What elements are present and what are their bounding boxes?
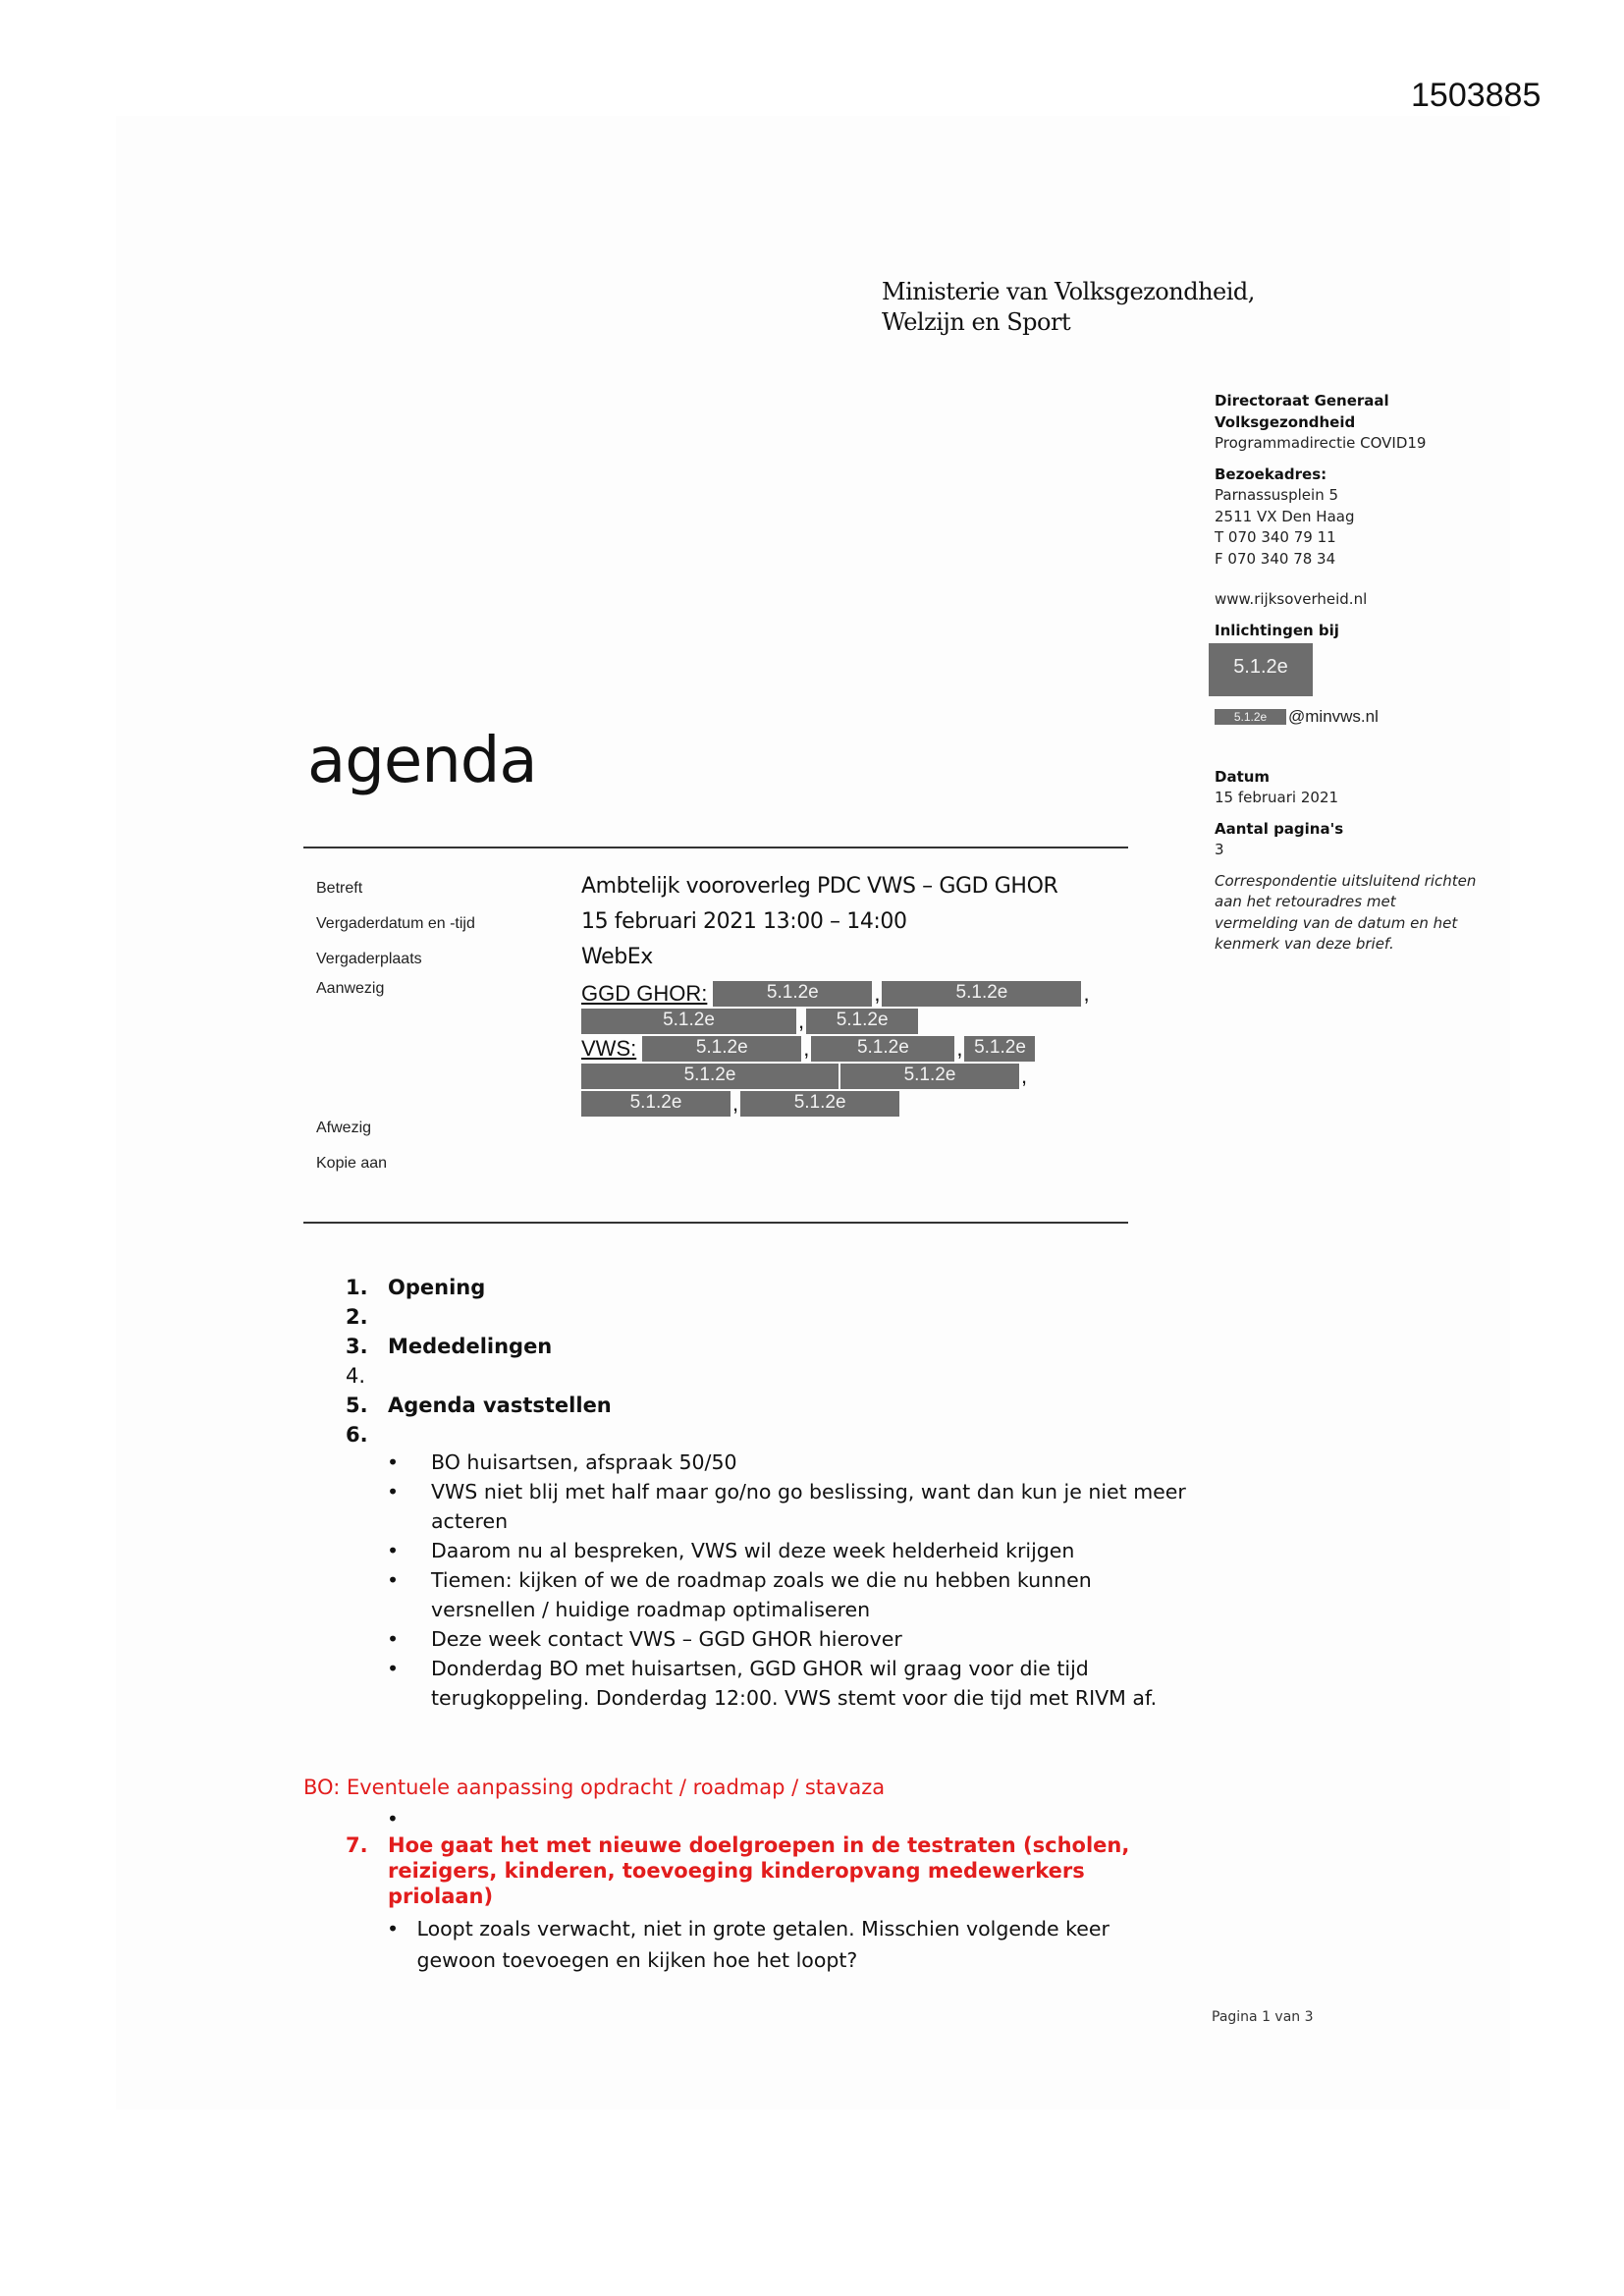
pages-label: Aantal pagina's [1215,819,1344,838]
list-item: • BO huisartsen, afspraak 50/50 [385,1448,1190,1477]
redaction-block: 5.1.2e [581,1091,731,1117]
correspondence-note: Correspondentie uitsluitend richten aan het retouradres met vermelding van de datum en het kenmerk van deze brief. [1215,871,1477,953]
ministry-logo-text [882,277,1255,338]
date-label: Datum [1215,767,1271,786]
redaction-block: 5.1.2e [713,981,872,1007]
agenda-list [346,1273,612,1449]
meta-label: Afwezig [316,1120,372,1136]
document-number: 1503885 [1411,77,1542,114]
redaction-block: 5.1.2e [882,981,1081,1007]
agenda-item-label: Hoe gaat het met nieuwe doelgroepen in de testraten (scholen, reizigers, kinderen, toevoeging kinderopvang medewerkers priolaan) [388,1833,1130,1908]
redaction-block: 5.1.2e [964,1036,1035,1062]
meta-label: Aanwezig [316,980,385,997]
list-item: • Loopt zoals verwacht, niet in grote getalen. Misschien volgende keer gewoon toevoegen en kijken hoe het loopt? [385,1913,1190,1976]
redaction-block: 5.1.2e [806,1009,918,1034]
agenda-item: 6. [346,1423,368,1447]
meta-row-subject [316,874,1141,909]
redaction-block: 5.1.2e [740,1091,899,1117]
agenda-item-number: 7. [346,1833,368,1857]
department-line-1: Directoraat Generaal [1215,392,1389,410]
meta-value: 15 februari 2021 13:00 – 14:00 [581,909,907,934]
fax: F 070 340 78 34 [1215,549,1336,568]
ministry-line-1: Ministerie van Volksgezondheid, [882,278,1255,305]
postal-city: 2511 VX Den Haag [1215,507,1355,525]
meta-row-location [316,945,1141,980]
visit-address-label: Bezoekadres: [1215,465,1327,483]
list-item: • Deze week contact VWS – GGD GHOR hierover [385,1624,1190,1654]
bullet-icon: • [387,1807,399,1831]
website-link[interactable]: www.rijksoverheid.nl [1215,590,1368,608]
meta-value: WebEx [581,945,653,969]
agenda-item: 5. Agenda vaststellen [346,1394,612,1417]
meta-label: Vergaderplaats [316,951,422,967]
item6-notes [385,1448,1190,1713]
info-label: Inlichtingen bij [1215,621,1339,639]
attendee-line: GGD GHOR: 5.1.2e , 5.1.2e , [581,981,1090,1006]
attendee-line: 5.1.2e 5.1.2e , [581,1063,1131,1090]
redaction-block: 5.1.2e [581,1009,796,1034]
agenda-item-7 [346,1832,1170,1909]
meta-row-datetime [316,909,1141,945]
page-indicator: Pagina 1 van 3 [1212,2009,1314,2025]
meta-row-absent [316,1120,1141,1155]
list-item: • Daarom nu al bespreken, VWS wil deze week helderheid krijgen [385,1536,1190,1565]
redaction-block: 5.1.2e [1215,709,1286,725]
meta-label: Vergaderdatum en -tijd [316,915,475,932]
bullet-icon: • [387,1450,400,1474]
date-value: 15 februari 2021 [1215,789,1339,806]
department-line-2: Volksgezondheid [1215,412,1356,431]
meta-row-cc [316,1155,1141,1190]
agenda-item: 1. Opening [346,1276,486,1299]
meta-label: Betreft [316,880,363,897]
bullet-icon: • [387,1657,400,1680]
bullet-icon: • [387,1568,400,1592]
bullet-icon: • [387,1917,400,1941]
agenda-item: 4. [346,1364,366,1388]
redaction-block: 5.1.2e [581,1064,839,1089]
sender-sidebar [1215,391,1480,956]
redaction-block: 5.1.2e [840,1064,1019,1089]
attendee-org-ggd: GGD GHOR: [581,981,708,1006]
redaction-block: 5.1.2e [1209,643,1313,696]
attendee-line: VWS: 5.1.2e , 5.1.2e , 5.1.2e [581,1035,1131,1063]
street: Parnassusplein 5 [1215,486,1339,504]
attendee-org-vws: VWS: [581,1036,637,1061]
attendee-line: 5.1.2e , 5.1.2e [581,1090,1131,1118]
redaction-block: 5.1.2e [811,1036,954,1062]
redaction-block: 5.1.2e [642,1036,801,1062]
list-item: • Donderdag BO met huisartsen, GGD GHOR wil graag voor die tijd terugkoppeling. Donderdag 12:00. VWS stemt voor die tijd met RIVM af. [385,1654,1190,1713]
divider-top [303,847,1128,848]
program-name: Programmadirectie COVID19 [1215,434,1427,452]
email-domain: @minvws.nl [1288,707,1379,726]
contact-email [1215,706,1480,728]
ministry-line-2: Welzijn en Sport [882,308,1071,336]
agenda-item: 3. Mededelingen [346,1335,553,1358]
divider-bottom [303,1222,1128,1224]
pages-value: 3 [1215,841,1224,858]
attendee-line: 5.1.2e , 5.1.2e [581,1008,1131,1035]
bullet-icon: • [387,1539,400,1562]
page-title: agenda [307,725,537,797]
bo-topic-line: BO: Eventuele aanpassing opdracht / roadmap / stavaza [303,1776,886,1799]
meta-label: Kopie aan [316,1155,388,1172]
list-item: • Tiemen: kijken of we de roadmap zoals we die nu hebben kunnen versnellen / huidige roadmap optimaliseren [385,1565,1190,1624]
attendees-list [581,980,1131,1118]
agenda-item: 2. [346,1305,368,1329]
item7-notes [385,1913,1190,1976]
list-item: • VWS niet blij met half maar go/no go beslissing, want dan kun je niet meer acteren [385,1477,1190,1536]
meta-value: Ambtelijk vooroverleg PDC VWS – GGD GHOR [581,874,1058,899]
phone: T 070 340 79 11 [1215,528,1336,546]
bullet-icon: • [387,1627,400,1651]
bullet-icon: • [387,1480,400,1503]
